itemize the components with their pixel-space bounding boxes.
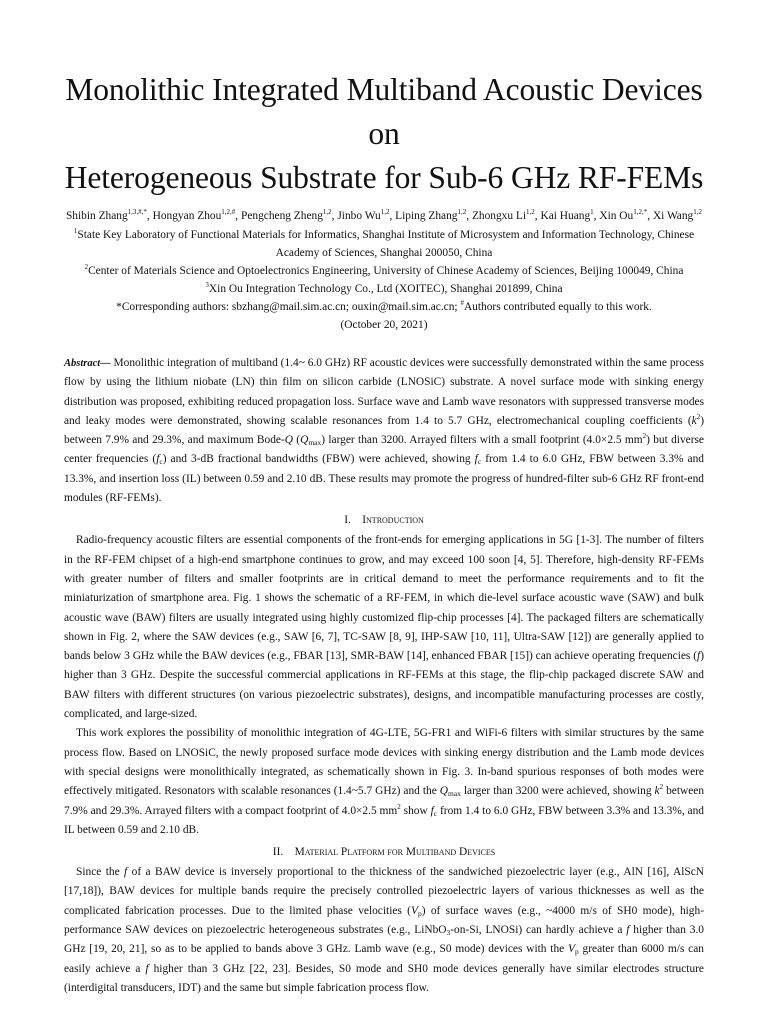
author: Pengcheng Zheng$^{1,2}$ xyxy=(240,208,332,222)
paper-date: (October 20, 2021) xyxy=(340,319,428,331)
author: Kai Huang$^1$ xyxy=(540,208,594,222)
section-heading-introduction: I. Introduction xyxy=(344,514,424,527)
author: Zhongxu Li$^{1,2}$ xyxy=(471,208,535,222)
affiliation-1-cont: Academy of Sciences, Shanghai 200050, China xyxy=(275,247,493,259)
affiliation-2: $^2$Center of Materials Science and Optoelectronics Engineering, University of Chinese Academy of Sciences, Beijing 100049, China xyxy=(84,263,684,277)
affiliation-3: $^3$Xin Ou Integration Technology Co., Ltd (XOITEC), Shanghai 201899, China xyxy=(205,281,563,295)
affiliations xyxy=(64,226,704,334)
affiliation-1: $^1$State Key Laboratory of Functional Materials for Informatics, Shanghai Institute of Microsystem and Information Technology, Chinese xyxy=(73,227,695,241)
abstract-label: Abstract— xyxy=(64,358,111,369)
author: Xi Wang$^{1,2}$ xyxy=(652,208,703,222)
intro-paragraph-1: Radio-frequency acoustic filters are essential components of the front-ends for emerging applications in 5G [1-3]. The number of filters in the RF-FEM chipset of a high-end smartphone continues to grow, and may exceed 100 soon [4, 5]. Therefore, high-density RF-FEMs with greater number of filters and smaller footprints are in critical demand to meet the performance requirements and to fit the miniaturization of smartphone area. Fig. 1 shows the schematic of a RF-FEM, in which die-level surface acoustic wave (SAW) and bulk acoustic wave (BAW) filters are usually integrated using highly customized flip-chip processes [4]. The packaged filters are schematically shown in Fig. 2, where the SAW devices (e.g., SAW [6, 7], TC-SAW [8, 9], IHP-SAW [10, 11], Ultra-SAW [12]) are generally applied to bands below 3 GHz while the BAW devices (e.g., FBAR [13], SMR-BAW [14], enhanced FBAR [15]) can achieve operating frequencies (f) higher than 3 GHz. Despite the successful commercial applications in RF-FEMs at this stage, the flip-chip packaged discrete SAW and BAW filters with different structures (on various piezoelectric substrates), designs, and incompatible manufacturing processes are costly, complicated, and large-sized. xyxy=(64,534,704,721)
author-list: Shibin Zhang$^{1,3,\#,*}$, Hongyan Zhou$^{1,2,\#}$, Pengcheng Zheng$^{1,2}$, Jinbo Wu$^{1,2}$, Liping Zhang$^{1,2}$, Zhongxu Li$^{1,2}$, Kai Huang$^1$, Xin $Ou^{1,2,*}$, Xi Wang$^{1,2}$ xyxy=(65,208,703,222)
author: Jinbo Wu$^{1,2}$ xyxy=(337,208,390,222)
abstract: Abstract— Monolithic integration of multiband (1.4~ 6.0 GHz) RF acoustic devices were successfully demonstrated within the same process flow by using the lithium niobate (LN) thin film on silicon carbide (LNOSiC) substrate. A novel surface mode with sinking energy distribution was proposed, exhibiting reduced propagation loss. Surface wave and Lamb wave resonators with suppressed transverse modes and leaky modes were demonstrated, showing scalable resonances from 1.4 to 5.7 GHz, electromechanical coupling coefficients $(k^2)$ between 7.9% and 29.3%, and maximum Bode-Q $(Q_{max})$ larger than 3200. Arrayed filters with a small footprint (4.0×2.5 $mm^2$) but diverse center frequencies $(f_c)$ and 3-dB fractional bandwidths (FBW) were achieved, showing $f_c$ from 1.4 to 6.0 GHz, FBW between 3.3% and 13.3%, and insertion loss (IL) between 0.59 and 2.10 dB. These results may promote the progress of hundred-filter sub-6 GHz RF front-end modules (RF-FEMs). xyxy=(64,357,704,505)
section-heading-material-platform: II. Material Platform for Multiband Devices xyxy=(272,846,496,859)
corresponding-authors: *Corresponding authors: sbzhang@mail.sim.ac.cn; ouxin@mail.sim.ac.cn; #Authors contributed equally to this work. xyxy=(116,299,652,313)
paper-title xyxy=(64,68,704,200)
material-paragraph-1: Since the f of a BAW device is inversely proportional to the thickness of the sandwiched piezoelectric layer (e.g., AlN [16], AlScN [17,18]), BAW devices for multiple bands require the precisely controlled piezoelectric layers of various thicknesses as well as the complicated fabrication processes. Due to the limited phase velocities $(V_p)$ of surface waves (e.g., ~4000 m/s of SH0 mode), high-performance SAW devices on piezoelectric heterogeneous substrates (e.g., LiNbO$_3$-on-Si, LNOSi) can hardly achieve a f higher than 3.0 GHz [19, 20, 21], so as to be applied to bands above 3 GHz. Lamb wave (e.g., S0 mode) devices with the $V_p$ greater than 6000 m/s can easily achieve a f higher than 3 GHz [22, 23]. Besides, S0 mode and SH0 mode devices generally have similar electrodes structure (interdigital transducers, IDT) and the same but simple fabrication process flow. xyxy=(64,866,705,994)
author: Shibin Zhang$^{1,3,\#,*}$ xyxy=(65,208,147,222)
author: Liping Zhang$^{1,2}$ xyxy=(395,208,467,222)
author: Xin $Ou^{1,2,*}$ xyxy=(599,208,648,222)
author: Hongyan Zhou$^{1,2,\#}$ xyxy=(152,208,236,222)
title-line-1: Monolithic Integrated Multiband Acoustic Devices on xyxy=(65,72,703,151)
title-line-2: Heterogeneous Substrate for Sub-6 GHz RF-FEMs xyxy=(64,160,704,195)
intro-paragraph-2: This work explores the possibility of monolithic integration of 4G-LTE, 5G-FR1 and WiFi-6 filters with similar structures by the same process flow. Based on LNOSiC, the newly proposed surface mode devices with sinking energy distribution and the Lamb mode devices with special designs were monolithically integrated, as schematically shown in Fig. 3. In-band spurious responses of both modes were effectively mitigated. Resonators with scalable resonances (1.4~5.7 GHz) and the $Q_{max}$ larger than 3200 were achieved, showing $k^2$ between 7.9% and 29.3%. Arrayed filters with a compact footprint of 4.0×2.5 $mm^2$ show $f_c$ from 1.4 to 6.0 GHz, FBW between 3.3% and 13.3%, and IL between 0.59 and 2.10 dB. xyxy=(64,727,705,836)
